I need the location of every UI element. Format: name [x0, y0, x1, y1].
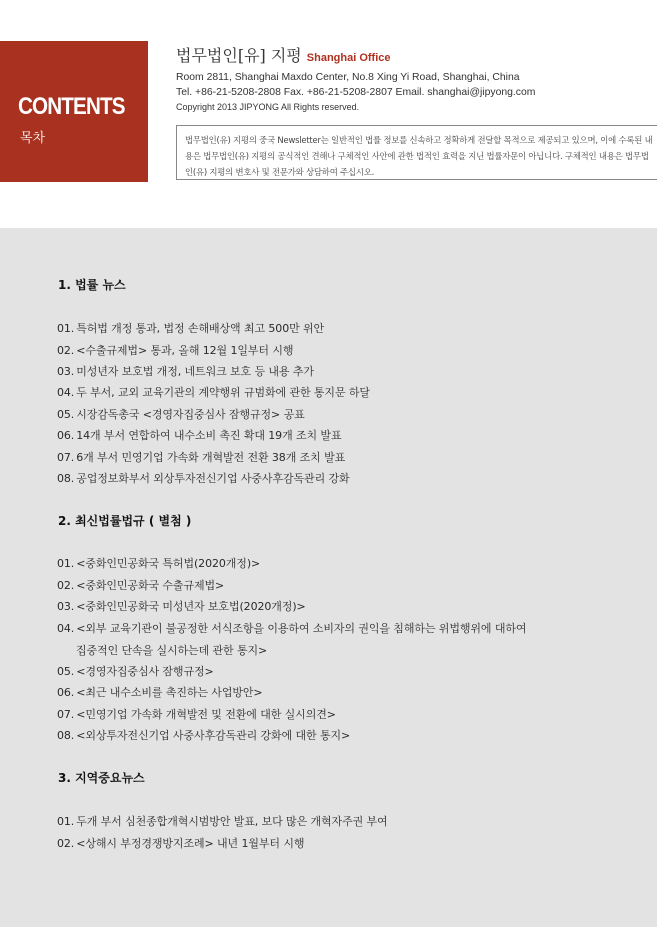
list-item[interactable]: 08. <외상투자전신기업 사중사후감독관리 강화에 대한 통지>: [57, 729, 351, 742]
list-item[interactable]: 02. <상해시 부정경쟁방지조례> 내년 1월부터 시행: [57, 837, 305, 850]
list-item[interactable]: 04. 두 부서, 교외 교육기관의 계약행위 규범화에 관한 통지문 하달: [57, 386, 370, 399]
section-title-regional-news: 3. 지역중요뉴스: [58, 771, 145, 785]
firm-name: 법무법인[유] 지평: [176, 46, 302, 65]
list-item[interactable]: 07. <민영기업 가속화 개혁발전 및 전환에 대한 실시의견>: [57, 708, 336, 721]
firm-title: [176, 43, 391, 66]
disclaimer-box: 법무법인(유) 지평의 중국 Newsletter는 일반적인 법률 정보를 신속하고 정확하게 전달할 목적으로 제공되고 있으며, 이에 수록된 내용은 법무법인(유) 지평의 공식적인 견해나 구체적인 사안에 관한 법적인 효력을 지닌 법률자문이 아닙니다. 구체적인 내용은 법무법인(유) 지평의 변호사 및 전문가와 상담하여 주십시오.: [176, 125, 657, 180]
list-item[interactable]: 01. 특허법 개정 통과, 법정 손해배상액 최고 500만 위안: [57, 322, 325, 335]
contact-line: Tel. +86-21-5208-2808 Fax. +86-21-5208-2807 Email. shanghai@jipyong.com: [176, 86, 536, 98]
contents-banner: [0, 41, 148, 182]
list-item[interactable]: 03. 미성년자 보호법 개정, 네트워크 보호 등 내용 추가: [57, 365, 314, 378]
list-item[interactable]: 08. 공업정보화부서 외상투자전신기업 사중사후감독관리 강화: [57, 472, 350, 485]
contact-block: [176, 71, 646, 115]
list-item[interactable]: 02. <중화인민공화국 수출규제법>: [57, 579, 225, 592]
contents-heading: CONTENTS: [18, 93, 125, 120]
list-item-continuation: 집중적인 단속을 실시하는데 관한 통지>: [76, 644, 268, 657]
list-item[interactable]: 06. 14개 부서 연합하여 내수소비 촉진 확대 19개 조치 발표: [57, 429, 342, 442]
contents-heading-kr: 목차: [20, 131, 46, 146]
office-name: Shanghai Office: [306, 52, 391, 64]
list-item[interactable]: 01. 두개 부서 심천종합개혁시범방안 발표, 보다 많은 개혁자주권 부여: [57, 815, 388, 828]
section-title-legal-news: 1. 법률 뉴스: [58, 278, 126, 292]
list-item[interactable]: 01. <중화인민공화국 특허법(2020개정)>: [57, 557, 261, 570]
copyright-line: Copyright 2013 JIPYONG All Rights reserved.: [176, 102, 360, 112]
list-item[interactable]: 06. <최근 내수소비를 촉진하는 사업방안>: [57, 686, 263, 699]
section-title-new-laws: 2. 최신법률법규 ( 별첨 ): [58, 514, 192, 528]
list-item[interactable]: 05. <경영자집중심사 잠행규정>: [57, 665, 214, 678]
list-item[interactable]: 03. <중화인민공화국 미성년자 보호법(2020개정)>: [57, 600, 306, 613]
address-line: Room 2811, Shanghai Maxdo Center, No.8 Xing Yi Road, Shanghai, China: [176, 72, 520, 83]
list-item[interactable]: 07. 6개 부서 민영기업 가속화 개혁발전 전환 38개 조치 발표: [57, 451, 346, 464]
list-item[interactable]: 04. <외부 교육기관이 불공정한 서식조항을 이용하여 소비자의 권익을 침해하는 위법행위에 대하여 집중적인 단속을 실시하는데 관한 통지>: [57, 622, 527, 657]
list-item[interactable]: 02. <수출규제법> 통과, 올해 12월 1일부터 시행: [57, 344, 294, 357]
list-item[interactable]: 05. 시장감독총국 <경영자집중심사 잠행규정> 공표: [57, 408, 305, 421]
